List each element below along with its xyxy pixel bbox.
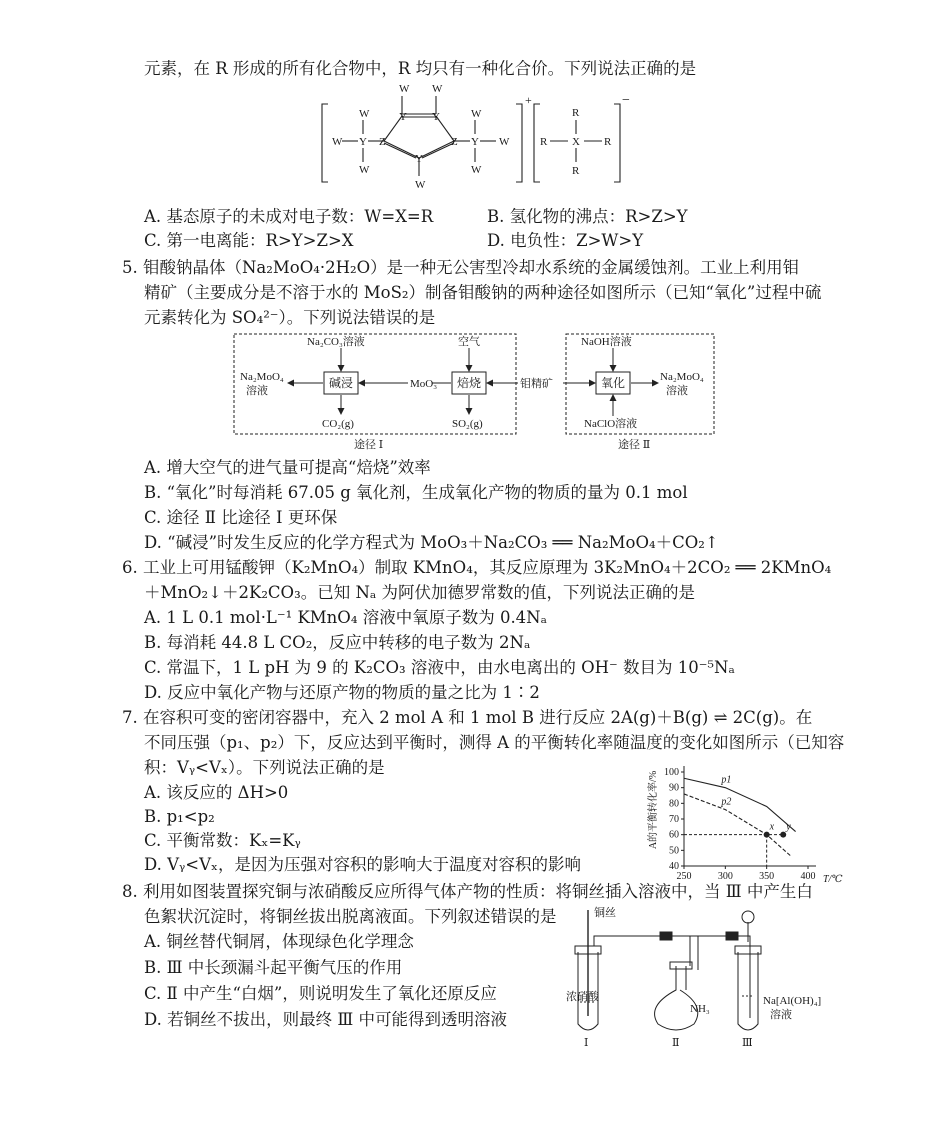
chart-ytick-label: 60 xyxy=(669,829,679,841)
struct-r: R xyxy=(540,136,548,148)
chart-series-p1 xyxy=(684,778,796,831)
struct-w: W xyxy=(432,83,443,95)
q8-stem-line: 8. 利用如图装置探究铜与浓硝酸反应所得气体产物的性质：将铜丝插入溶液中，当 Ⅲ 中产生白 xyxy=(122,882,813,901)
flow-naoh: NaOH溶液 xyxy=(581,336,632,348)
chart-point-label: y xyxy=(786,821,791,833)
q6-option-c: C. 常温下，1 L pH 为 9 的 K₂CO₃ 溶液中，由水电离出的 OH⁻ 数目为 10⁻⁵Nₐ xyxy=(144,658,735,677)
q5-option-c: C. 途径 Ⅱ 比途径 Ⅰ 更环保 xyxy=(144,508,338,527)
chart-xtick-label: 300 xyxy=(717,871,733,882)
chart-xtick-label: 250 xyxy=(676,871,692,882)
chart-xlabel: T/℃ xyxy=(823,874,843,885)
chart-ytick-label: 80 xyxy=(669,798,679,810)
q7-option-b: B. p₁<p₂ xyxy=(144,807,215,826)
q6-stem-line: ＋MnO₂↓＋2K₂CO₃。已知 Nₐ 为阿伏加德罗常数的值，下列说法正确的是 xyxy=(144,583,695,602)
flow-moo3: MoO₃ xyxy=(410,378,438,390)
flow-product-left: 溶液 xyxy=(246,385,268,397)
q6-option-a: A. 1 L 0.1 mol·L⁻¹ KMnO₄ 溶液中氧原子数为 0.4Nₐ xyxy=(144,608,547,627)
flow-alkali-leach: 碱浸 xyxy=(329,376,354,390)
q7-conversion-chart xyxy=(640,758,843,886)
struct-w: W xyxy=(359,108,370,120)
struct-y: Y xyxy=(359,136,367,148)
chart-series-p2 xyxy=(684,794,791,857)
struct-x: X xyxy=(572,136,580,148)
struct-z: Z xyxy=(379,136,386,148)
struct-w: W xyxy=(415,179,426,191)
q7-option-d: D. Vᵧ<Vₓ，是因为压强对容积的影响大于温度对容积的影响 xyxy=(144,855,581,874)
q4-option-c: C. 第一电离能：R>Y>Z>X xyxy=(144,231,354,250)
flow-air: 空气 xyxy=(458,336,480,348)
struct-w: W xyxy=(499,136,510,148)
q6-stem-line: 6. 工业上可用锰酸钾（K₂MnO₄）制取 KMnO₄，其反应原理为 3K₂MnO₄＋2CO₂ ══ 2KMnO₄ xyxy=(122,558,832,577)
struct-r: R xyxy=(604,136,612,148)
q8-option-d: D. 若铜丝不拔出，则最终 Ⅲ 中可能得到透明溶液 xyxy=(144,1010,508,1029)
q6-option-b: B. 每消耗 44.8 L CO₂，反应中转移的电子数为 2Nₐ xyxy=(144,633,531,652)
chart-series-label: p2 xyxy=(721,796,732,808)
chart-ytick-label: 50 xyxy=(669,845,679,857)
struct-w: W xyxy=(359,164,370,176)
struct-y: Y xyxy=(432,111,440,123)
struct-z: Z xyxy=(451,136,458,148)
struct-r: R xyxy=(572,107,580,119)
flow-product-right: 溶液 xyxy=(666,385,688,397)
q7-option-a: A. 该反应的 ΔH>0 xyxy=(144,783,289,802)
flow-product-right: Na₂MoO₄ xyxy=(660,371,704,383)
apparatus-label-1: Ⅰ xyxy=(584,1037,589,1049)
q7-stem-line: 积：Vᵧ<Vₓ）。下列说法正确的是 xyxy=(144,758,385,777)
anion-charge: − xyxy=(622,93,630,108)
struct-r: R xyxy=(572,165,580,177)
q7-stem-line: 不同压强（p₁、p₂）下，反应达到平衡时，测得 A 的平衡转化率随温度的变化如图所示（已知容 xyxy=(144,733,845,752)
apparatus-na-al: 溶液 xyxy=(770,1009,792,1021)
q5-flow-diagram xyxy=(226,330,726,455)
chart-ytick-label: 70 xyxy=(669,814,679,825)
chart-xtick-label: 350 xyxy=(759,871,775,882)
q5-option-d: D. “碱浸”时发生反应的化学方程式为 MoO₃＋Na₂CO₃ ══ Na₂MoO₄＋CO₂↑ xyxy=(144,533,719,552)
struct-w: W xyxy=(399,83,410,95)
q4-option-a: A. 基态原子的未成对电子数：W=X=R xyxy=(144,207,434,226)
struct-w: W xyxy=(471,108,482,120)
chart-ylabel: A的平衡转化率/% xyxy=(648,770,659,850)
apparatus-label-2: Ⅱ xyxy=(672,1037,680,1049)
flow-roast: 焙烧 xyxy=(457,376,482,390)
q5-option-b: B. “氧化”时每消耗 67.05 g 氧化剂，生成氧化产物的物质的量为 0.1 mol xyxy=(144,483,688,502)
q4-option-b: B. 氢化物的沸点：R>Z>Y xyxy=(487,207,688,226)
q5-stem-line: 精矿（主要成分是不溶于水的 MoS₂）制备钼酸钠的两种途径如图所示（已知“氧化”过程中硫 xyxy=(144,283,822,302)
flow-route2: 途径 Ⅱ xyxy=(618,439,651,451)
struct-y: Y xyxy=(415,153,423,165)
q4-stem-tail: 元素，在 R 形成的所有化合物中，R 均只有一种化合价。下列说法正确的是 xyxy=(144,59,697,78)
flow-naclo: NaClO溶液 xyxy=(584,418,638,430)
flow-ore: 钼精矿 xyxy=(520,378,553,390)
chart-xtick-label: 400 xyxy=(800,871,816,882)
apparatus-copper-wire: 铜丝 xyxy=(594,907,616,919)
q7-stem-line: 7. 在容积可变的密闭容器中，充入 2 mol A 和 1 mol B 进行反应 2A(g)＋B(g) ⇌ 2C(g)。在 xyxy=(122,708,813,727)
cation-charge: + xyxy=(525,93,532,107)
chart-ytick-label: 40 xyxy=(669,861,679,872)
chart-ytick-label: 90 xyxy=(669,782,679,794)
apparatus-conc-nitric: 浓硝酸 xyxy=(566,991,599,1003)
flow-so2: SO₂(g) xyxy=(452,418,483,430)
struct-w: W xyxy=(471,164,482,176)
q7-option-c: C. 平衡常数：Kₓ=Kᵧ xyxy=(144,831,301,850)
q5-option-a: A. 增大空气的进气量可提高“焙烧”效率 xyxy=(144,458,431,477)
q4-structure-diagram xyxy=(318,76,638,202)
q8-stem-line: 色絮状沉淀时，将铜丝拔出脱离液面。下列叙述错误的是 xyxy=(144,907,557,926)
struct-y: Y xyxy=(399,111,407,123)
q8-option-a: A. 铜丝替代铜屑，体现绿色化学理念 xyxy=(144,932,414,951)
struct-y: Y xyxy=(471,136,479,148)
apparatus-label-3: Ⅲ xyxy=(742,1037,753,1049)
struct-w: W xyxy=(332,136,343,148)
q8-apparatus-diagram xyxy=(566,906,856,1052)
flow-oxidize: 氧化 xyxy=(601,376,626,390)
apparatus-na-al: Na[Al(OH)₄] xyxy=(763,995,822,1007)
chart-point-label: x xyxy=(769,821,775,833)
flow-product-left: Na₂MoO₄ xyxy=(240,371,284,383)
q6-option-d: D. 反应中氧化产物与还原产物的物质的量之比为 1∶2 xyxy=(144,683,540,702)
q8-option-c: C. Ⅱ 中产生“白烟”，则说明发生了氧化还原反应 xyxy=(144,984,497,1003)
flow-na2co3: Na₂CO₃溶液 xyxy=(307,336,365,348)
q5-stem-line: 元素转化为 SO₄²⁻）。下列说法错误的是 xyxy=(144,308,436,327)
q4-option-d: D. 电负性：Z>W>Y xyxy=(487,231,644,250)
chart-series-label: p1 xyxy=(721,774,732,786)
chart-ytick-label: 100 xyxy=(664,767,679,778)
chart-axes xyxy=(684,766,816,866)
apparatus-nh3: NH₃ xyxy=(690,1003,710,1015)
q5-stem-line: 5. 钼酸钠晶体（Na₂MoO₄·2H₂O）是一种无公害型冷却水系统的金属缓蚀剂。工业上利用钼 xyxy=(122,258,800,277)
q8-option-b: B. Ⅲ 中长颈漏斗起平衡气压的作用 xyxy=(144,958,403,977)
flow-route1: 途径 Ⅰ xyxy=(354,439,384,451)
flow-co2: CO₂(g) xyxy=(322,418,354,430)
